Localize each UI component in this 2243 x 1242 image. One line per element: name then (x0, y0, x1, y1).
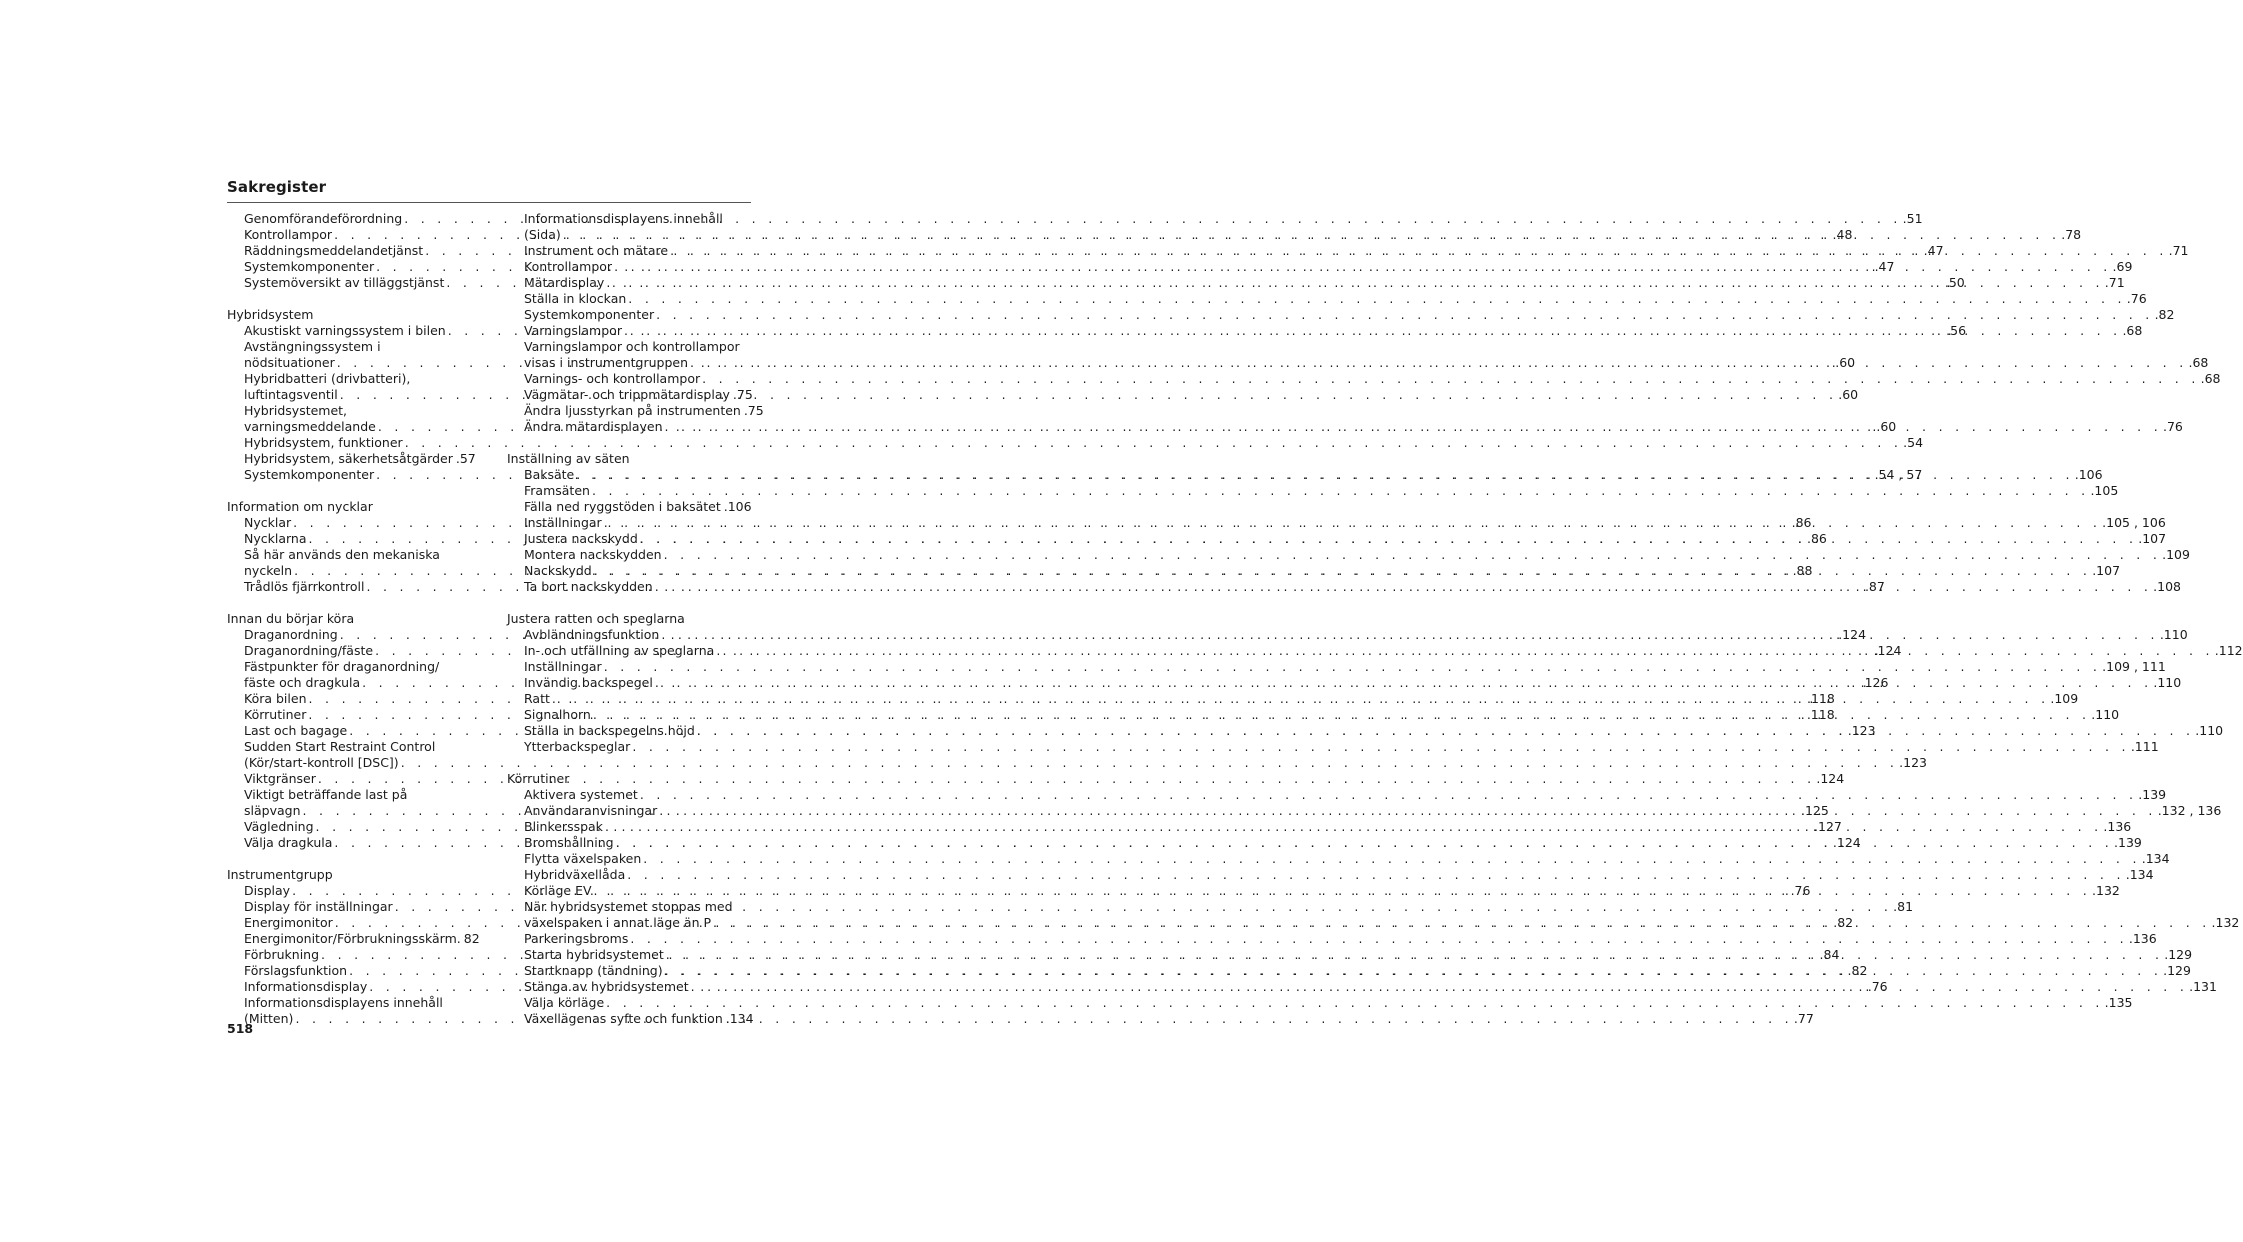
index-page-ref: .139 (2138, 787, 2167, 802)
index-page-ref: .76 (2126, 291, 2147, 306)
index-entry-text: Signalhorn (524, 707, 591, 722)
index-entry-text: Ändra ljusstyrkan på instrumenten (524, 403, 741, 418)
index-entry (507, 387, 751, 403)
index-entry-text: Så här används den mekaniska (244, 547, 440, 562)
dot-leader (653, 675, 2152, 691)
index-entry-text: Fälla ned ryggstöden i baksätet (524, 499, 721, 514)
dot-leader (590, 483, 2089, 499)
index-page-ref: .54 (1903, 435, 1924, 450)
index-entry-text: Avstängningssystem i (244, 339, 381, 354)
index-heading: Innan du börjar köra (227, 611, 355, 626)
index-entry-text: Hybridsystem, säkerhetsåtgärder (244, 451, 453, 466)
dot-leader (604, 275, 2103, 291)
index-entry (507, 547, 2190, 563)
index-page-ref: .109 (2162, 547, 2190, 562)
dot-leader (662, 547, 2161, 563)
index-entry-text: Välja körläge (524, 995, 605, 1010)
index-entry-text: Energimonitor (244, 915, 333, 930)
index-entry-text: nyckeln (244, 563, 293, 578)
index-entry-text: varningsmeddelande (244, 419, 376, 434)
index-page-ref: .57 (455, 451, 476, 466)
index-entry-text: Varningslampor (524, 323, 622, 338)
index-entry-text: Trådlös fjärrkontroll (244, 579, 365, 594)
index-entry-text: växelspaken i annat läge än P (524, 915, 712, 930)
index-entry (227, 451, 476, 467)
index-page-ref: .131 (2189, 979, 2217, 994)
page-number: 518 (227, 1021, 254, 1036)
index-page-ref: .124 (1873, 643, 1902, 658)
index-heading: Hybridsystem (227, 307, 314, 322)
index-entry-text: Display för inställningar (244, 899, 393, 914)
index-entry-text: Växellägenas syfte och funktion (524, 1011, 723, 1026)
index-entry-text: Systemkomponenter (244, 259, 375, 274)
index-entry-text: Vägledning (244, 819, 314, 834)
index-page-ref: .47 (1874, 259, 1895, 274)
index-page-ref: .108 (2153, 579, 2182, 594)
index-page-ref: .71 (2104, 275, 2125, 290)
index-page-ref: .47 (1923, 243, 1944, 258)
index-entry-text: Aktivera systemet (524, 787, 638, 802)
index-page-ref: .124 (1838, 627, 1867, 642)
dot-leader (638, 787, 2137, 803)
index-page-ref: .81 (1893, 899, 1914, 914)
index-page-ref: .60 (1835, 355, 1856, 370)
index-entry-text: Systemkomponenter (244, 467, 375, 482)
dot-leader (659, 627, 2158, 643)
dot-leader (614, 835, 2113, 851)
index-entry-text: Kontrollampor (524, 259, 613, 274)
index-page-ref: .48 (1832, 227, 1853, 242)
index-entry-text: Bromshållning (524, 835, 614, 850)
index-entry-text: Draganordning (244, 627, 338, 642)
index-entry-text: Körrutiner (244, 707, 307, 722)
index-page-ref: .132 (2092, 883, 2120, 898)
index-entry-text: (Kör/start-kontroll [DSC]) (244, 755, 399, 770)
index-entry-text: Display (244, 883, 291, 898)
index-page-ref: .109 , 111 (2102, 659, 2166, 674)
index-page-ref: .110 (2153, 675, 2182, 690)
index-page-ref: .136 (2128, 931, 2157, 946)
index-page-ref: .112 (2214, 643, 2243, 658)
index-page-ref: .123 (1899, 755, 1928, 770)
index-entry-text: Köra bilen (244, 691, 307, 706)
index-entry-text: Hybridsystem, funktioner (244, 435, 403, 450)
index-entry (507, 371, 2221, 387)
index-entry-text: visas i instrumentgruppen (524, 355, 689, 370)
index-page-ref: .78 (2061, 227, 2082, 242)
index-entry-text: Nackskydd (524, 563, 592, 578)
index-entry-text: Blinkersspak (524, 819, 603, 834)
index-page-ref: .126 (1860, 675, 1889, 690)
dot-leader (604, 995, 2103, 1011)
index-entry-text: Ställa in klockan (524, 291, 627, 306)
dot-leader (630, 739, 2129, 755)
index-entry (507, 291, 2147, 307)
dot-leader (654, 307, 2153, 323)
index-entry (507, 787, 2167, 803)
index-entry-text: nödsituationer (244, 355, 335, 370)
index-entry-text: Flytta växelspaken (524, 851, 642, 866)
index-entry-text: Hybridsystemet, (244, 403, 348, 418)
index-page-ref: .132 , 136 (2157, 803, 2222, 818)
index-entry (507, 867, 2154, 883)
index-page-ref: .75 (743, 403, 764, 418)
index-page-ref: .60 (1876, 419, 1897, 434)
dot-leader (628, 931, 2127, 947)
index-entry-text: Last och bagage (244, 723, 348, 738)
index-page-ref: .68 (2200, 371, 2221, 386)
index-page-ref: .76 (2162, 419, 2183, 434)
index-entry-text: Ta bort nackskydden (524, 579, 653, 594)
index-entry-text: Montera nackskydden (524, 547, 662, 562)
index-entry-text: Viktgränser (244, 771, 316, 786)
dot-leader (561, 227, 2060, 243)
index-page-ref: .105 (2090, 483, 2119, 498)
index-page-ref: .84 (1819, 947, 1840, 962)
index-heading: Inställning av säten (507, 451, 630, 466)
index-page-ref: .50 (1944, 275, 1965, 290)
index-entry-text: Baksäte (524, 467, 575, 482)
index-page-ref: .125 (1800, 803, 1829, 818)
index-entry (507, 483, 2119, 499)
dot-leader (688, 355, 2187, 371)
index-page-ref: .86 (1806, 531, 1827, 546)
index-entry-text: Fästpunkter för draganordning/ (244, 659, 440, 674)
index-entry-text: (Mitten) (244, 1011, 294, 1026)
index-page-ref: .139 (2114, 835, 2142, 850)
index-page-ref: .68 (2122, 323, 2143, 338)
index-page-ref: .87 (1864, 579, 1885, 594)
dot-leader (612, 259, 2111, 275)
index-entry-text: (Sida) (524, 227, 561, 242)
index-page-ref: .132 (2211, 915, 2240, 930)
index-entry (227, 435, 1924, 451)
dot-leader (638, 531, 2137, 547)
index-page-ref: 82 (463, 931, 480, 946)
index-entry-text: Informationsdisplayens innehåll (524, 211, 723, 226)
index-entry-text: Användaranvisningar (524, 803, 658, 818)
index-page-ref: .71 (2168, 243, 2189, 258)
dot-leader (622, 323, 2121, 339)
index-entry-text: Invändig backspegel (524, 675, 653, 690)
dot-leader (653, 579, 2152, 595)
index-entry-text: Avbländningsfunktion (524, 627, 660, 642)
index-page-ref: .106 (723, 499, 752, 514)
dot-leader (602, 659, 2101, 675)
index-page-ref: .75 (732, 387, 753, 402)
index-entry-text: Kontrollampor (244, 227, 333, 242)
index-entry-text: Startknapp (tändning) (524, 963, 663, 978)
index-page-ref: .129 (2163, 963, 2191, 978)
index-entry-text: fäste och dragkula (244, 675, 361, 690)
page-header (227, 178, 751, 203)
index-page-ref: .134 (725, 1011, 754, 1026)
index-entry-text: Varningslampor och kontrollampor (524, 339, 740, 354)
index-entry-text: Inställningar (524, 515, 602, 530)
dot-leader (663, 419, 2162, 435)
index-entry-text: Mätardisplay (524, 275, 605, 290)
dot-leader (664, 947, 2163, 963)
index-entry-text: In- och utfällning av speglarna (524, 643, 715, 658)
dot-leader (626, 291, 2125, 307)
index-heading: Körrutiner (507, 771, 570, 786)
index-page-ref: .82 (1833, 915, 1854, 930)
dot-leader (592, 563, 2091, 579)
index-page-ref: .118 (1806, 691, 1835, 706)
index-page-ref: .69 (2112, 259, 2133, 274)
index-entry-text: Nycklar (244, 515, 292, 530)
index-entry-text: Ställa in backspegelns höjd (524, 723, 695, 738)
dot-leader (602, 515, 2101, 531)
dot-leader (591, 707, 2090, 723)
index-entry-text: Viktigt beträffande last på (244, 787, 408, 802)
dot-leader (689, 979, 2188, 995)
index-entry-text: Sudden Start Restraint Control (244, 739, 436, 754)
index-page-ref: .123 (1847, 723, 1876, 738)
index-page-ref: .86 (1791, 515, 1812, 530)
index-page-ref: .54 , 57 (1874, 467, 1923, 482)
index-heading: Information om nycklar (227, 499, 373, 514)
index-entry-text: Välja dragkula (244, 835, 333, 850)
index-entry-text: Informationsdisplayens innehåll (244, 995, 443, 1010)
index-page-ref: .60 (1838, 387, 1859, 402)
index-page-ref: .107 (2138, 531, 2167, 546)
dot-leader (700, 371, 2199, 387)
index-page-ref: .107 (2092, 563, 2121, 578)
index-page-ref: .76 (1790, 883, 1811, 898)
dot-leader (641, 851, 2140, 867)
index-heading: Instrumentgrupp (227, 867, 333, 882)
dot-leader (625, 867, 2124, 883)
index-page-ref: .51 (1902, 211, 1923, 226)
index-entry-text: Systemkomponenter (524, 307, 655, 322)
index-page-ref: .111 (2130, 739, 2159, 754)
index-entry-text: Ändra mätardisplayen (524, 419, 663, 434)
index-entry-text: Inställningar (524, 659, 602, 674)
index-page-ref: .110 (2159, 627, 2188, 642)
index-page-ref: .109 (2050, 691, 2079, 706)
index-entry-text: Informationsdisplay (244, 979, 368, 994)
index-page-ref: .106 (2074, 467, 2103, 482)
index-entry-text: Systemöversikt av tilläggstjänst (244, 275, 445, 290)
index-entry-text: släpvagn (244, 803, 301, 818)
index-entry-text: Nycklarna (244, 531, 307, 546)
index-entry (507, 739, 2159, 755)
index-entry (227, 931, 480, 947)
index-entry-text: Stänga av hybridsystemet (524, 979, 689, 994)
index-heading: Justera ratten och speglarna (507, 611, 685, 626)
index-entry-text: Förslagsfunktion (244, 963, 348, 978)
index-page-ref: .68 (2188, 355, 2209, 370)
index-page-ref: .82 (1847, 963, 1868, 978)
index-entry-text: luftintagsventil (244, 387, 338, 402)
index-entry-text: Räddningsmeddelandetjänst (244, 243, 424, 258)
dot-leader (550, 691, 2049, 707)
index-page-ref: .82 (2154, 307, 2175, 322)
dot-leader (603, 819, 2102, 835)
index-entry-text: Justera nackskydd (524, 531, 638, 546)
dot-leader (711, 915, 2210, 931)
index-page-ref: .56 (1946, 323, 1967, 338)
index-entry-text: Förbrukning (244, 947, 320, 962)
index-entry-text: Ytterbackspeglar (524, 739, 631, 754)
index-entry (507, 995, 2133, 1011)
dot-leader (574, 467, 2073, 483)
index-entry-text: Hybridväxellåda (524, 867, 626, 882)
index-page-ref: .110 (2195, 723, 2224, 738)
index-page-ref: .134 (2141, 851, 2170, 866)
index-entry-text: Framsäten (524, 483, 590, 498)
dot-leader (663, 963, 2162, 979)
index-entry-text: Draganordning/fäste (244, 643, 374, 658)
index-entry (507, 659, 2166, 675)
index-page-ref: .118 (1806, 707, 1835, 722)
index-page-ref: .110 (2091, 707, 2120, 722)
index-page-ref: .124 (1832, 835, 1861, 850)
index-entry-text: Vägmätar- och trippmätardisplay (524, 387, 730, 402)
dot-leader (714, 643, 2213, 659)
index-page-ref: .88 (1792, 563, 1813, 578)
dot-leader (668, 243, 2167, 259)
page-title: Sakregister (227, 178, 327, 196)
index-page-ref: .76 (1867, 979, 1888, 994)
index-page-ref: .129 (2164, 947, 2193, 962)
dot-leader (657, 803, 2156, 819)
index-page-ref: .124 (1816, 771, 1845, 786)
index-page-ref: .134 (2125, 867, 2154, 882)
dot-leader (592, 883, 2091, 899)
index-entry-text: Genomförandeförordning (244, 211, 403, 226)
index-entry-text: Instrument och mätare (524, 243, 669, 258)
index-entry-text: Körläge EV (524, 883, 592, 898)
index-page-ref: .77 (1793, 1011, 1814, 1026)
index-entry (507, 931, 2157, 947)
index-page-ref: .105 , 106 (2102, 515, 2166, 530)
index-entry-text: När hybridsystemet stoppas med (524, 899, 733, 914)
index-entry-text: Starta hybridsystemet (524, 947, 664, 962)
index-entry (507, 403, 764, 419)
index-entry-text: Parkeringsbroms (524, 931, 629, 946)
index-entry-text: Varnings- och kontrollampor (524, 371, 701, 386)
index-page-ref: .136 (2103, 819, 2132, 834)
index-entry-text: Akustiskt varningssystem i bilen (244, 323, 446, 338)
index-entry (507, 307, 2175, 323)
index-page-ref: .135 (2104, 995, 2133, 1010)
index-entry (507, 499, 751, 515)
index-entry (507, 851, 2170, 867)
index-entry-text: Ratt (524, 691, 550, 706)
index-entry-text: Hybridbatteri (drivbatteri), (244, 371, 411, 386)
index-entry-text: Energimonitor/Förbrukningsskärm. (244, 931, 461, 946)
index-page-ref: .127 (1814, 819, 1842, 834)
index-entry (507, 1011, 754, 1027)
dot-leader (695, 723, 2194, 739)
